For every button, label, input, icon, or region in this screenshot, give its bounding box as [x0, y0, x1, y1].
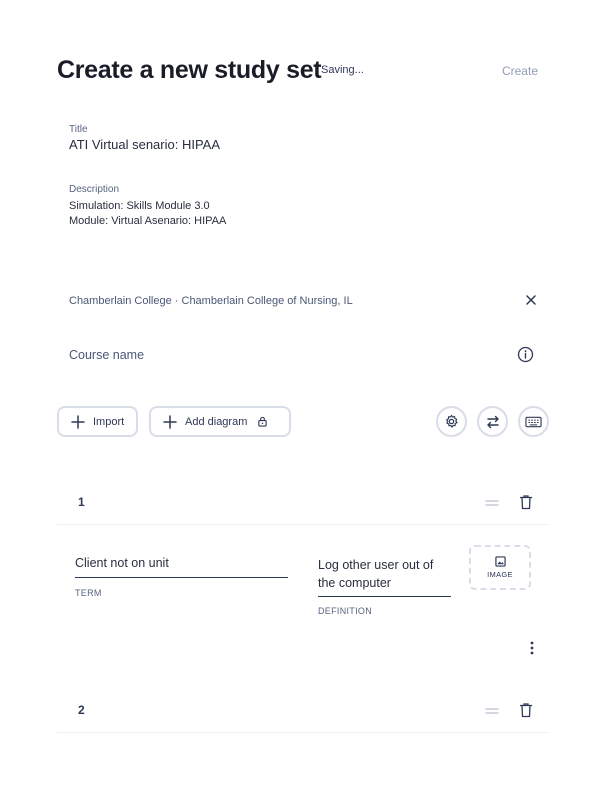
term-input[interactable]: Client not on unit	[75, 556, 288, 578]
import-button[interactable]	[57, 406, 138, 437]
info-icon[interactable]	[517, 346, 534, 363]
settings-button[interactable]	[436, 406, 467, 437]
page-title: Create a new study set	[57, 56, 322, 84]
trash-icon[interactable]	[519, 494, 533, 510]
image-label: IMAGE	[487, 570, 513, 579]
card-number: 2	[78, 703, 85, 717]
swap-button[interactable]	[477, 406, 508, 437]
add-diagram-label: Add diagram	[185, 415, 248, 428]
image-icon	[495, 556, 506, 567]
description-input[interactable]	[69, 199, 226, 229]
add-image-button[interactable]	[469, 545, 531, 590]
create-button[interactable]: Create	[501, 64, 538, 78]
lock-icon	[257, 416, 268, 427]
plus-icon	[71, 415, 85, 429]
school-label: Chamberlain College · Chamberlain College of Nursing, IL	[69, 295, 353, 307]
plus-icon	[163, 415, 177, 429]
trash-icon[interactable]	[519, 702, 533, 718]
import-label: Import	[93, 415, 125, 428]
definition-input[interactable]: Log other user out of the computer	[318, 556, 451, 597]
save-status: Saving...	[321, 64, 364, 76]
card-header	[57, 481, 548, 525]
drag-handle-icon[interactable]	[485, 499, 499, 507]
drag-handle-icon[interactable]	[485, 707, 499, 715]
gear-icon	[444, 414, 459, 429]
course-name-input[interactable]: Course name	[69, 348, 145, 362]
more-options-icon[interactable]	[528, 640, 536, 656]
keyboard-icon	[525, 416, 542, 428]
swap-arrows-icon	[485, 414, 501, 430]
description-line: Simulation: Skills Module 3.0	[69, 200, 210, 212]
card-number: 1	[78, 495, 85, 509]
add-diagram-button[interactable]	[149, 406, 291, 437]
card-header	[57, 689, 548, 733]
title-input[interactable]: ATI Virtual senario: HIPAA	[69, 137, 221, 152]
term-label: TERM	[75, 588, 102, 598]
close-icon[interactable]	[524, 293, 538, 307]
description-label: Description	[69, 184, 120, 195]
description-line: Module: Virtual Asenario: HIPAA	[69, 215, 227, 227]
title-label: Title	[69, 124, 88, 135]
definition-label: DEFINITION	[318, 606, 372, 616]
keyboard-shortcuts-button[interactable]	[518, 406, 549, 437]
